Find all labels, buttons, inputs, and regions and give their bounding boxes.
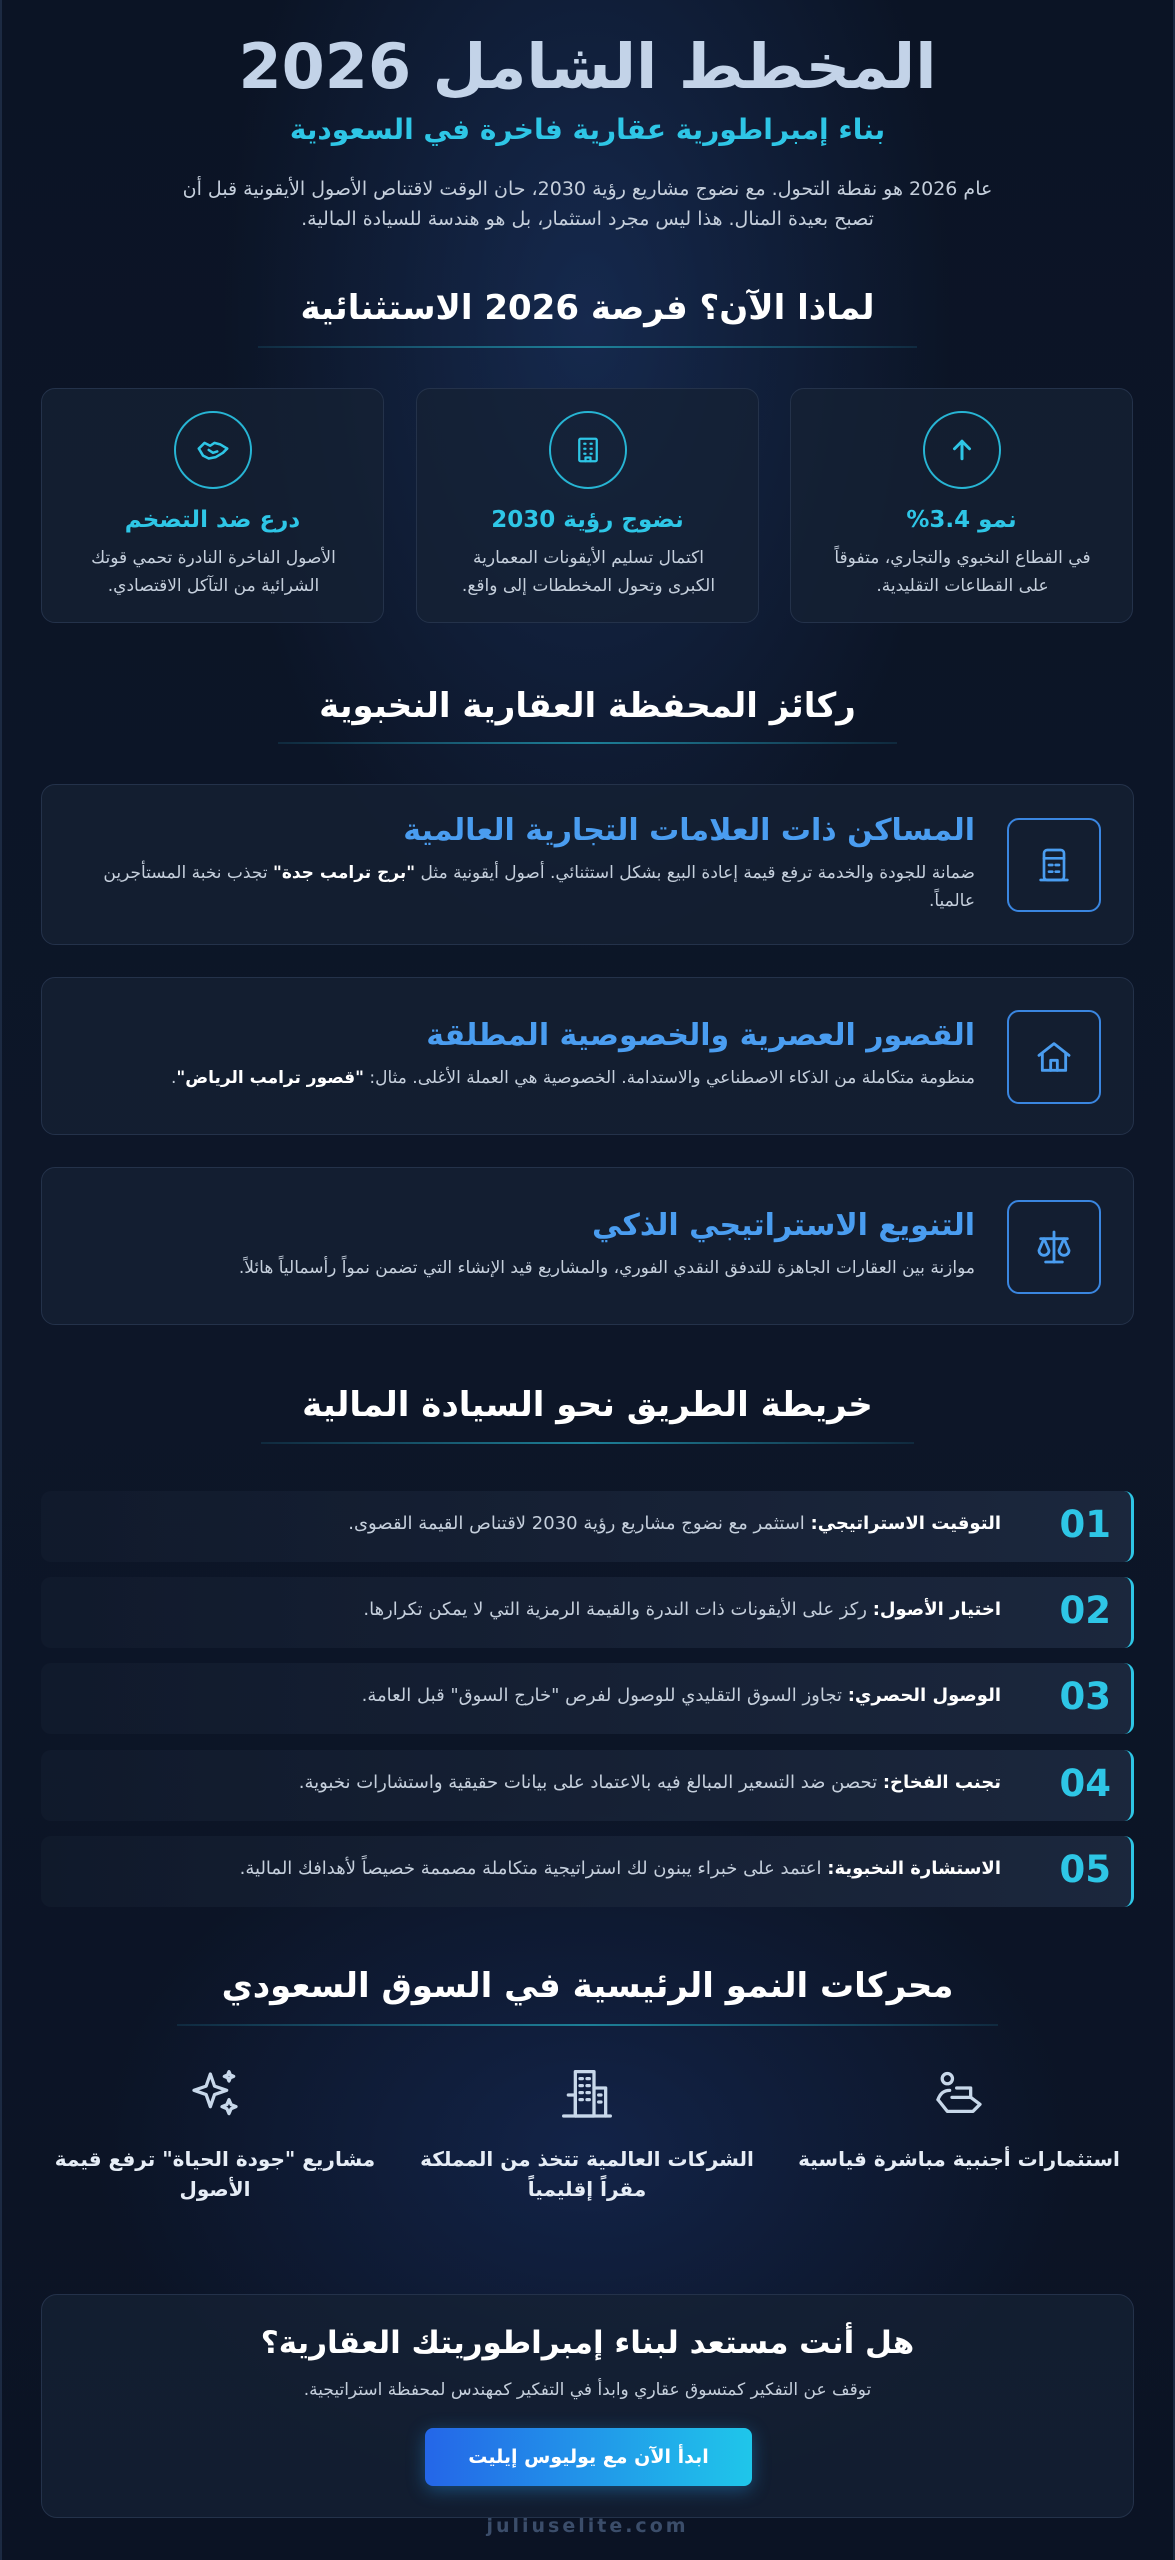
building-icon [549, 411, 627, 489]
pillar-title: القصور العصرية والخصوصية المطلقة [426, 1018, 975, 1053]
hotel-icon [1007, 818, 1101, 912]
step-number: 01 [1059, 1503, 1111, 1546]
pillar-card-diversification [41, 1167, 1134, 1325]
step-text: الاستشارة النخبوية: اعتمد على خبراء يبنون لك استراتيجية متكاملة مصممة خصيصاً لأهدافك المالية. [239, 1858, 1001, 1879]
growth-item-hq [407, 2060, 767, 2204]
cta-card [41, 2294, 1134, 2518]
step-number: 02 [1059, 1589, 1111, 1632]
roadmap-step [41, 1836, 1134, 1907]
growth-label: استثمارات أجنبية مباشرة قياسية [798, 2147, 1120, 2171]
stat-text: اكتمال تسليم الأيقونات المعمارية الكبرى وتحول المخططات إلى واقع. [461, 548, 716, 596]
pillar-text: موازنة بين العقارات الجاهزة للتدفق النقدي الفوري، والمشاريع قيد الإنشاء التي تضمن نمواً رأسمالياً هائلاً. [238, 1258, 975, 1278]
page-subtitle: بناء إمبراطورية عقارية فاخرة في السعودية [289, 113, 886, 146]
cta-title: هل أنت مستعد لبناء إمبراطوريتك العقارية؟ [260, 2325, 915, 2361]
why-divider [258, 346, 917, 348]
page-title: المخطط الشامل 2026 [238, 30, 937, 103]
step-text: تجنب الفخاخ: تحصن ضد التسعير المبالغ فيه بالاعتماد على بيانات حقيقية واستشارات نخبوية. [298, 1772, 1001, 1793]
step-label: الوصول الحصري: [847, 1685, 1001, 1706]
footer-domain: juliuselite.com [486, 2515, 689, 2537]
step-number: 05 [1059, 1848, 1111, 1891]
scale-icon [1007, 1200, 1101, 1294]
step-number: 03 [1059, 1675, 1111, 1718]
arrow-up-icon [923, 411, 1001, 489]
stat-card-growth [790, 388, 1133, 623]
growth-label: الشركات العالمية تتخذ من المملكة مقراً إقليمياً [420, 2147, 754, 2201]
roadmap-section-title: خريطة الطريق نحو السيادة المالية [302, 1385, 873, 1425]
growth-item-fdi [779, 2060, 1139, 2174]
step-number: 04 [1059, 1762, 1111, 1805]
stat-card-vision [416, 388, 759, 623]
growth-label: مشاريع "جودة الحياة" ترفع قيمة الأصول [54, 2147, 376, 2201]
pillars-section-title: ركائز المحفظة العقارية النخبوية [319, 686, 856, 726]
step-label: تجنب الفخاخ: [882, 1772, 1001, 1793]
pillars-divider [278, 742, 897, 744]
handshake-icon [174, 411, 252, 489]
pillar-card-palaces [41, 977, 1134, 1135]
growth-item-quality [35, 2060, 395, 2204]
pillar-title: التنويع الاستراتيجي الذكي [592, 1208, 975, 1243]
pillar-text: ضمانة للجودة والخدمة ترفع قيمة إعادة البيع بشكل استثنائي. أصول أيقونية مثل "برج ترامب جدة" تجذب نخبة المستأجرين عالمياً. [103, 863, 975, 911]
roadmap-step [41, 1750, 1134, 1821]
home-icon [1007, 1010, 1101, 1104]
pillar-highlight: "برج ترامب جدة" [272, 863, 416, 883]
roadmap-step [41, 1577, 1134, 1648]
stat-text: الأصول الفاخرة النادرة تحمي قوتك الشرائية من التآكل الاقتصادي. [91, 548, 336, 596]
stat-title: نمو 3.4% [906, 507, 1017, 533]
pillar-highlight: "قصور ترامب الرياض" [176, 1068, 364, 1088]
step-label: اختيار الأصول: [872, 1599, 1001, 1620]
pillar-title: المساكن ذات العلامات التجارية العالمية [403, 813, 975, 848]
roadmap-step [41, 1491, 1134, 1562]
intro-text: عام 2026 هو نقطة التحول. مع نضوج مشاريع رؤية 2030، حان الوقت لاقتناص الأصول الأيقونية قبل أن تصبح بعيدة المنال. هذا ليس مجرد استثمار، بل هو هندسة للسيادة المالية. [182, 178, 993, 230]
stat-text: في القطاع النخبوي والتجاري، متفوقاً على القطاعات التقليدية. [834, 548, 1091, 596]
sparkle-icon [180, 2060, 250, 2130]
stat-title: درع ضد التضخم [124, 507, 301, 533]
step-label: الاستشارة النخبوية: [827, 1858, 1001, 1879]
step-label: التوقيت الاستراتيجي: [810, 1513, 1001, 1534]
step-text: التوقيت الاستراتيجي: استثمر مع نضوج مشاريع رؤية 2030 لاقتناص القيمة القصوى. [348, 1513, 1001, 1534]
roadmap-divider [261, 1442, 914, 1444]
start-now-button[interactable]: ابدأ الآن مع يوليوس إيليت [425, 2428, 752, 2486]
growth-section-title: محركات النمو الرئيسية في السوق السعودي [221, 1966, 954, 2006]
investment-icon [924, 2060, 994, 2130]
cta-text: توقف عن التفكير كمتسوق عقاري وابدأ في التفكير كمهندس لمحفظة استراتيجية. [303, 2380, 872, 2400]
step-text: اختيار الأصول: ركز على الأيقونات ذات الندرة والقيمة الرمزية التي لا يمكن تكرارها. [363, 1599, 1001, 1620]
stat-card-inflation [41, 388, 384, 623]
stat-title: نضوج رؤية 2030 [491, 507, 684, 533]
city-icon [552, 2060, 622, 2130]
growth-divider [177, 2024, 998, 2026]
pillar-card-branded [41, 784, 1134, 945]
why-section-title: لماذا الآن؟ فرصة 2026 الاستثنائية [300, 288, 875, 328]
roadmap-step [41, 1663, 1134, 1734]
step-text: الوصول الحصري: تجاوز السوق التقليدي للوصول لفرص "خارج السوق" قبل العامة. [361, 1685, 1001, 1706]
pillar-text: منظومة متكاملة من الذكاء الاصطناعي والاستدامة. الخصوصية هي العملة الأغلى. مثال: "قصور ترامب الرياض". [170, 1068, 975, 1088]
